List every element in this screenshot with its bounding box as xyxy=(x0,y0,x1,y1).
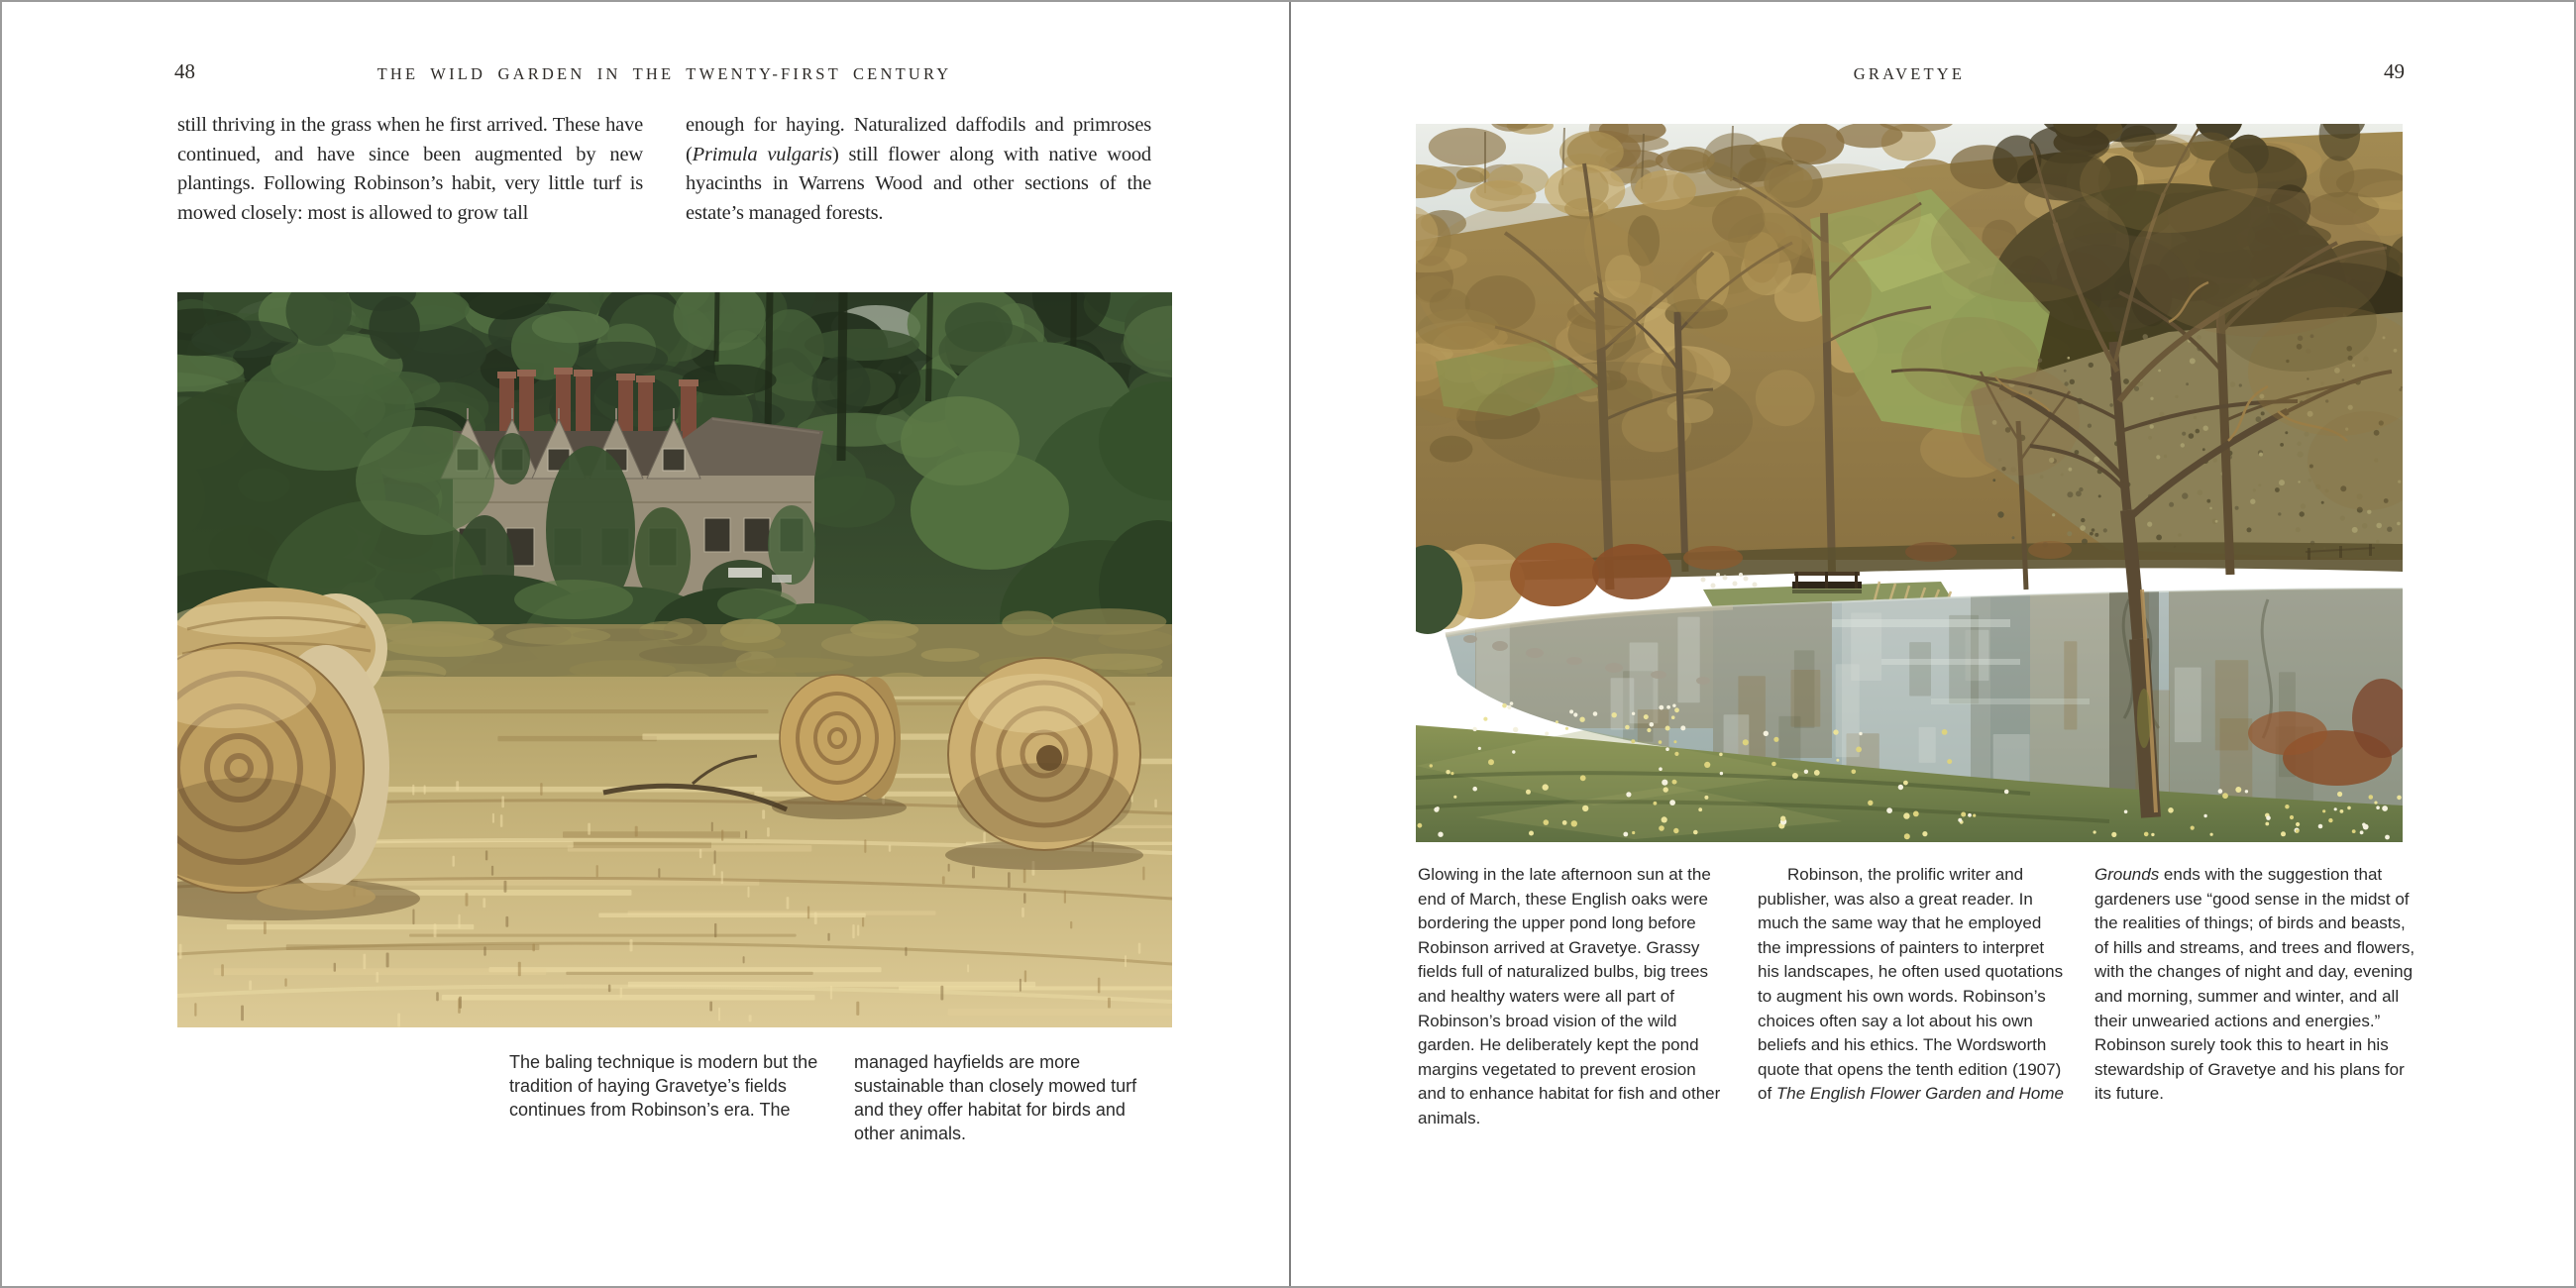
caption-column-2: managed hayfields are more sustainable than closely mowed turf and they offer habitat for birds and other animals. xyxy=(854,1052,1137,1143)
body-text xyxy=(177,111,1151,228)
caption-right xyxy=(1418,863,2419,1131)
gravetye-manor-photo-image xyxy=(177,292,1172,1027)
caption-column-1: The baling technique is modern but the tradition of haying Gravetye’s fields continues from Robinson’s era. The xyxy=(509,1052,818,1120)
upper-pond-photo xyxy=(1416,124,2403,842)
body-column-2: enough for haying. Naturalized daffodils and primroses (Primula vulgaris) still flower along with native wood hyacinths in Warrens Wood and other sections of the estate’s managed forests. xyxy=(686,114,1151,224)
footbridge xyxy=(1792,572,1862,593)
caption-left xyxy=(509,1050,1169,1145)
running-title-left: THE WILD GARDEN IN THE TWENTY-FIRST CENTURY xyxy=(376,64,952,83)
page-number-right: 49 xyxy=(2384,59,2405,83)
caption-column-2: Robinson, the prolific writer and publisher, was also a great reader. In much the same way that he employed the impressions of painters to interpret his landscapes, he often used quotations to augment his own words. Robinson’s choices often say a lot about his own beliefs and his ethics. The Wordsworth quote that opens the tenth edition (1907) of The English Flower Garden and Home xyxy=(1758,865,2064,1104)
caption-column-3: Grounds ends with the suggestion that gardeners use “good sense in the midst of the realities of things; of birds and beasts, of hills and streams, and trees and flowers, with the changes of night and day, evening and morning, summer and winter, and all their unwearied actions and energies.” Robinson surely took this to heart in his stewardship of Gravetye and his plans for its future. xyxy=(2094,865,2415,1104)
body-column-1: still thriving in the grass when he first arrived. These have continued, and have since been augmented by new plantings. Following Robinson’s habit, very little turf is mowed closely: most is allowed to grow tall xyxy=(177,114,643,224)
running-title-right: GRAVETYE xyxy=(1853,64,1966,83)
gravetye-manor-photo xyxy=(177,292,1172,1027)
page-48 xyxy=(2,2,1290,1288)
page-number-left: 48 xyxy=(174,59,195,83)
caption-column-1: Glowing in the late afternoon sun at the end of March, these English oaks were bordering the upper pond long before Robinson arrived at Gravetye. Grassy fields full of naturalized bulbs, big trees and healthy waters were all part of Robinson’s broad vision of the wild garden. He deliberately kept the pond margins vegetated to prevent erosion and to enhance habitat for fish and other animals. xyxy=(1418,865,1721,1127)
page-49 xyxy=(1290,2,2576,1288)
upper-pond-photo-image xyxy=(1416,124,2403,842)
